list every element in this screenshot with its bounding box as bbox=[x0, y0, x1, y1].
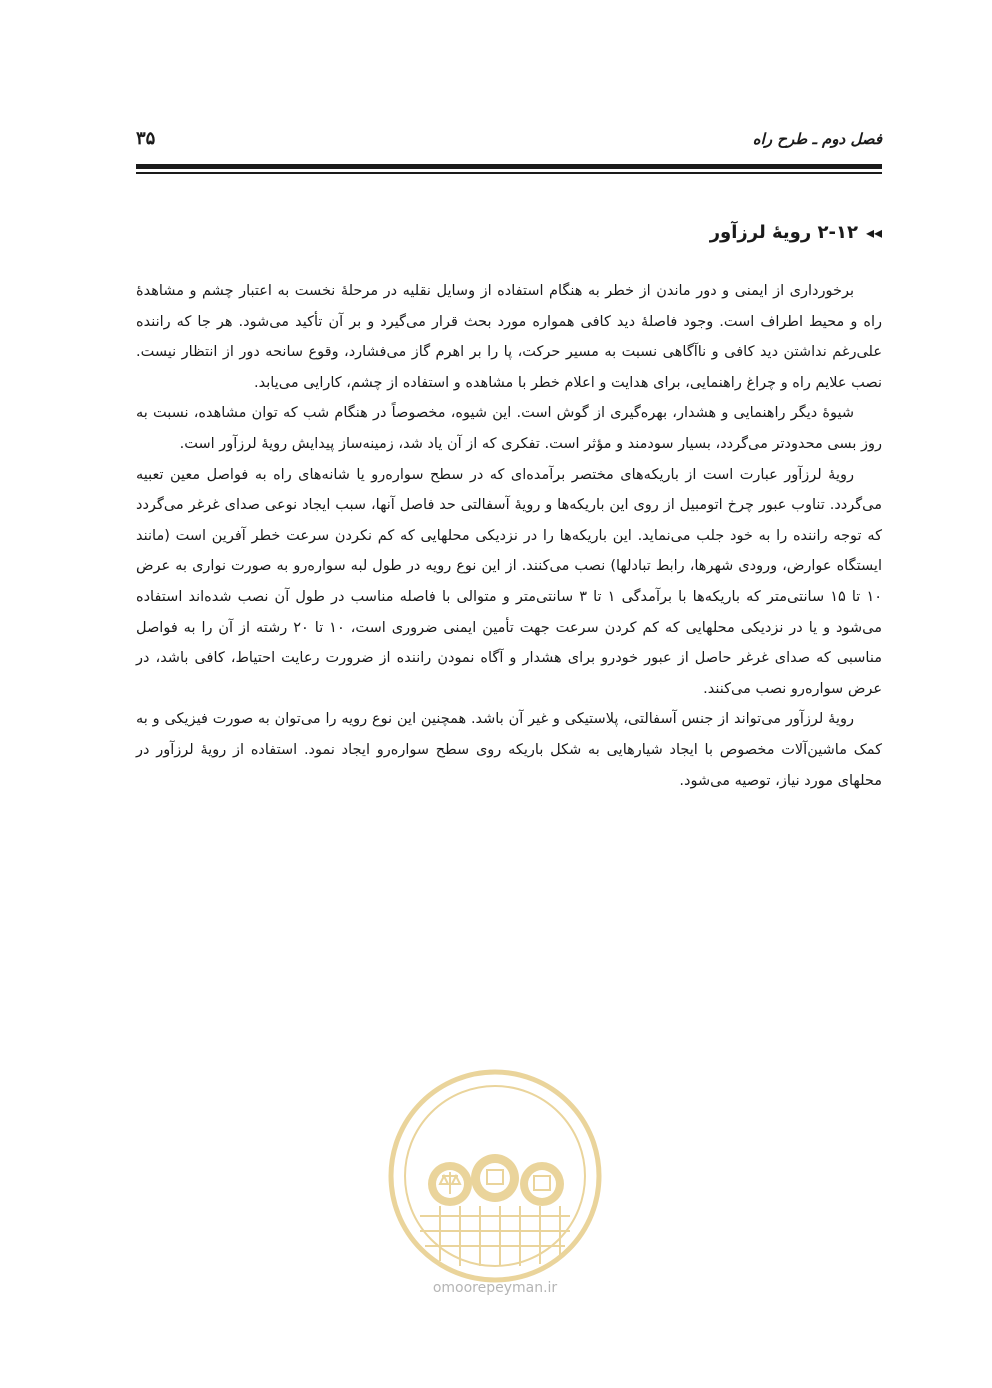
section-heading bbox=[136, 222, 882, 243]
header-rule-thick bbox=[136, 164, 882, 169]
paragraph: رویهٔ لرزآور عبارت است از باریکه‌های مختصر برآمده‌ای که در سطح سواره‌رو یا شانه‌های راه به فواصل معین تعبیه می‌گردد. تناوب عبور چرخ اتومبیل از روی این باریکه‌ها و رویهٔ آسفالتی حد فاصل آنها، سبب ایجاد نوعی صدای غرغر می‌گردد که توجه راننده را به خود جلب می‌نماید. این باریکه‌ها را در نزدیکی محلهایی که کم نکردن سرعت خطر آفرین است (مانند ایستگاه عوارض، ورودی شهرها، رابط تبادلها) نصب می‌کنند. از این نوع رویه در طول لبه سواره‌رو به صورت نواری به عرض ۱۰ تا ۱۵ سانتی‌متر که باریکه‌ها با برآمدگی ۱ تا ۳ سانتی‌متر و متوالی با فاصله مناسب در طول آن نصب شده‌اند استفاده می‌شود و یا در نزدیکی محلهایی که کم کردن سرعت جهت تأمین ایمنی ضروری است، ۱۰ تا ۲۰ رشته از آن را به فواصل مناسبی که صدای غرغر حاصل از عبور خودرو برای هشدار و آگاه نمودن راننده از ضرورت رعایت احتیاط، کافی باشد، در عرض سواره‌رو نصب می‌کنند. bbox=[136, 466, 883, 697]
watermark-site: omoorepeyman.ir bbox=[432, 1280, 558, 1296]
paragraph: شیوهٔ دیگر راهنمایی و هشدار، بهره‌گیری از گوش است. این شیوه، مخصوصاً در هنگام شب که توان مشاهده، نسبت به روز بسی محدودتر می‌گردد، بسیار سودمند و مؤثر است. تفکری که از آن یاد شد، زمینه‌ساز پیدایش رویهٔ لرزآور است. bbox=[136, 405, 882, 452]
chapter-title: فصل دوم ـ طرح راه bbox=[752, 130, 882, 148]
paragraph: رویهٔ لرزآور می‌تواند از جنس آسفالتی، پلاستیکی و غیر آن باشد. همچنین این نوع رویه را می‌توان به صورت فیزیکی و به کمک ماشین‌آلات مخصوص با ایجاد شیارهایی به شکل باریکه روی سطح سواره‌رو ایجاد نمود. استفاده از رویهٔ لرزآور در محلهای مورد نیاز، توصیه می‌شود. bbox=[136, 711, 882, 789]
body-text bbox=[136, 276, 882, 796]
page-header bbox=[136, 126, 882, 160]
paragraph: برخورداری از ایمنی و دور ماندن از خطر به هنگام استفاده از وسایل نقلیه در مرحلهٔ نخست به اعتبار چشم و مشاهدهٔ راه و محیط اطراف است. وجود فاصلهٔ دید کافی همواره مورد بحث قرار می‌گیرد و بر آن تأکید می‌شود. هر جا که راننده علی‌رغم نداشتن دید کافی و ناآگاهی نسبت به مسیر حرکت، پا را بر اهرم گاز می‌فشارد، وقوع سانحه دور از انتظار نیست. نصب علایم راه و چراغ راهنمایی، برای هدایت و اعلام خطر با مشاهده و استفاده از چشم، کارایی می‌یابد. bbox=[136, 283, 882, 391]
double-arrow-icon: ◂◂ bbox=[865, 223, 882, 242]
page-number: ۳۵ bbox=[136, 128, 156, 149]
header-rule-thin bbox=[136, 172, 882, 174]
section-title: ۲-۱۲ رویهٔ لرزآور bbox=[709, 222, 858, 243]
watermark-seal-icon bbox=[380, 1066, 610, 1286]
